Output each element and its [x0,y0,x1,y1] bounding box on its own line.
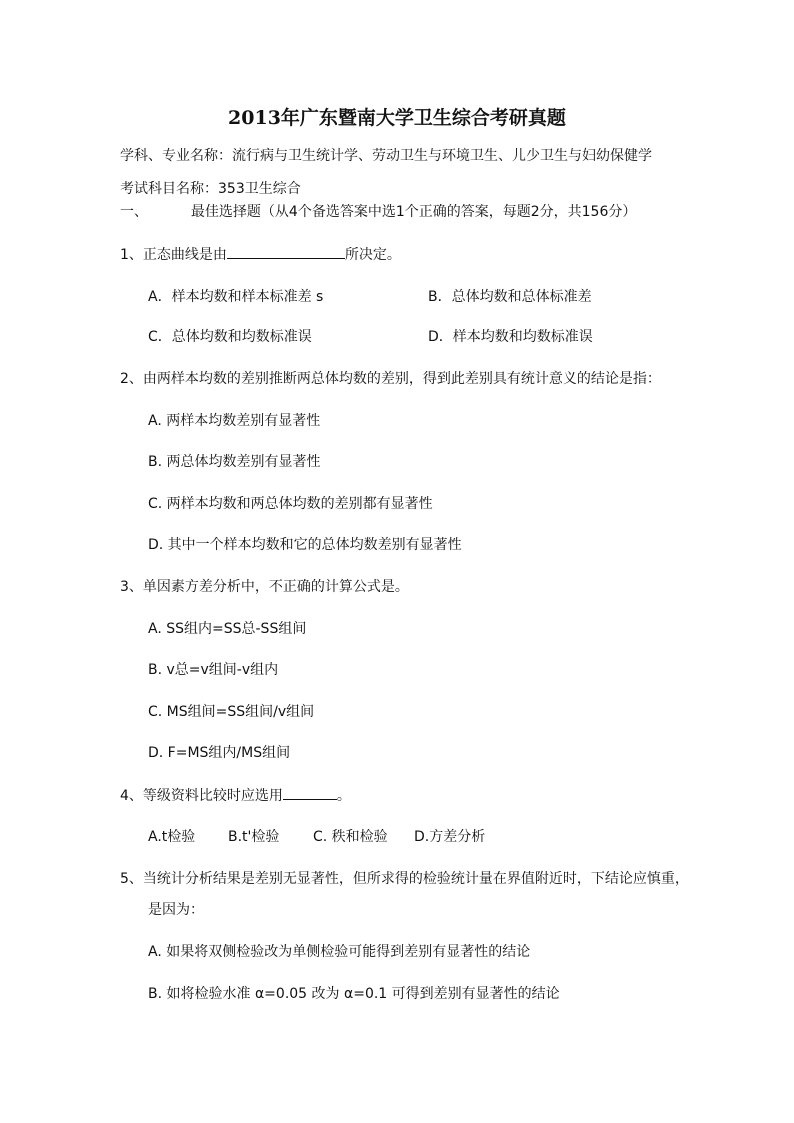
question-1-option-a: A．样本均数和样本标准差 s [148,289,324,305]
question-4-option-d: D.方差分析 [414,829,486,845]
question-3-option-c: C. MS组间=SS组间/v组间 [148,704,315,720]
answer-blank [227,245,345,259]
major-line: 学科、专业名称：流行病与卫生统计学、劳动卫生与环境卫生、儿少卫生与妇幼保健学 [120,148,652,164]
question-4-stem-start: 4、等级资料比较时应选用 [120,788,283,804]
question-2-option-a: A. 两样本均数差别有显著性 [148,413,321,429]
question-5-option-b: B. 如将检验水准 α=0.05 改为 α=0.1 可得到差别有显著性的结论 [148,986,560,1002]
question-1-stem-end: 所决定。 [344,247,401,263]
question-3-option-b: B. v总=v组间-v组内 [148,662,279,678]
question-3-option-a: A. SS组内=SS总-SS组间 [148,621,307,637]
question-2-option-c: C. 两样本均数和两总体均数的差别都有显著性 [148,496,433,512]
question-1-option-b: B．总体均数和总体标准差 [428,289,592,305]
question-3-option-d: D. F=MS组内/MS组间 [148,745,291,761]
subject-line: 考试科目名称：353卫生综合 [120,181,301,197]
question-3-stem: 3、单因素方差分析中，不正确的计算公式是。 [120,579,409,595]
question-5-stem-line-2: 是因为： [148,902,204,918]
answer-blank [283,786,337,800]
question-2-option-b: B. 两总体均数差别有显著性 [148,454,321,470]
question-1-option-d: D．样本均数和均数标准误 [428,329,593,345]
question-1-option-c: C．总体均数和均数标准误 [148,329,312,345]
question-1-stem-start: 1、正态曲线是由 [120,247,227,263]
question-2-option-d: D. 其中一个样本均数和它的总体均数差别有显著性 [148,537,462,553]
section-heading [120,203,636,221]
question-5-option-a: A. 如果将双侧检验改为单侧检验可能得到差别有显著性的结论 [148,944,531,960]
question-4-option-a: A.t检验 [148,829,196,845]
question-5-stem-line-1: 5、当统计分析结果是差别无显著性，但所求得的检验统计量在界值附近时，下结论应慎重， [120,871,689,887]
question-4-stem-end: 。 [336,788,351,804]
question-1-stem [120,245,401,264]
question-4-option-b: B.t'检验 [228,829,280,845]
section-number: 一、 [120,204,148,220]
page-title: 2013年广东暨南大学卫生综合考研真题 [228,107,566,129]
question-4-option-c: C. 秩和检验 [313,829,388,845]
question-4-stem [120,786,351,805]
question-2-stem: 2、由两样本均数的差别推断两总体均数的差别，得到此差别具有统计意义的结论是指： [120,371,661,387]
section-text: 最佳选择题（从4个备选答案中选1个正确的答案，每题2分，共156分） [190,204,637,220]
